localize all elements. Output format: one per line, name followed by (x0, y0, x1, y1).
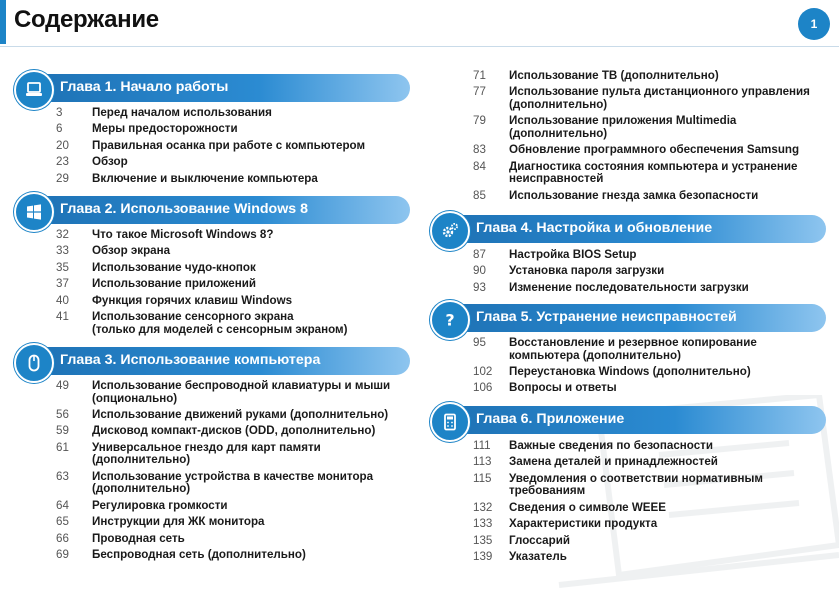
toc-entry[interactable] (473, 366, 833, 379)
toc-entry[interactable] (56, 262, 416, 275)
toc-entry[interactable] (56, 533, 416, 546)
chapter-title: Глава 2. Использование Windows 8 (60, 201, 308, 217)
entry-title: Использование ТВ (дополнительно) (509, 69, 719, 82)
toc-entry[interactable] (473, 551, 833, 564)
toc-entry[interactable] (473, 337, 833, 362)
entry-title: Замена деталей и принадлежностей (509, 455, 718, 469)
entry-page-number: 3 (56, 106, 63, 119)
entry-page-number: 79 (473, 114, 486, 128)
toc-entry[interactable] (56, 549, 416, 562)
toc-entry[interactable] (56, 123, 416, 136)
chapter-header-1[interactable] (14, 73, 410, 103)
entry-page-number: 87 (473, 248, 486, 261)
entry-title: Настройка BIOS Setup (509, 248, 637, 261)
entry-title: Перед началом использования (92, 106, 272, 119)
entry-title: Обновление программного обеспечения Samsung (509, 143, 800, 157)
entry-title: Беспроводная сеть (дополнительно) (92, 547, 306, 561)
entry-title: Уведомления о соответствии нормативным требованиям (509, 471, 763, 498)
entry-page-number: 59 (56, 424, 69, 438)
entry-page-number: 133 (473, 517, 493, 531)
toc-entry[interactable] (473, 382, 833, 395)
page-title: Содержание (14, 6, 159, 33)
toc-entry[interactable] (473, 265, 833, 278)
toc-entry[interactable] (473, 115, 833, 140)
chapter-header-5[interactable] (430, 303, 826, 333)
toc-entry[interactable] (473, 440, 833, 453)
entry-page-number: 56 (56, 407, 69, 421)
toc-entry[interactable] (473, 518, 833, 531)
entry-title: Характеристики продукта (509, 517, 658, 531)
chapter-3-entries (56, 380, 416, 565)
toc-entry[interactable] (56, 425, 416, 438)
entry-page-number: 132 (473, 500, 493, 514)
chapter-title: Глава 1. Начало работы (60, 79, 229, 95)
toc-entry[interactable] (56, 140, 416, 153)
chapter-title: Глава 3. Использование компьютера (60, 352, 321, 368)
entry-title: Указатель (509, 549, 567, 563)
entry-title: Диагностика состояния компьютера и устранение неисправностей (509, 159, 798, 186)
entry-page-number: 20 (56, 138, 69, 152)
toc-entry[interactable] (56, 409, 416, 422)
title-accent-bar (0, 0, 6, 44)
chapter-1-entries (56, 107, 416, 189)
entry-page-number: 93 (473, 280, 486, 294)
windows-logo-icon (14, 192, 54, 232)
entry-page-number: 33 (56, 244, 69, 258)
entry-title: Использование беспроводной клавиатуры и мыши (опционально) (92, 379, 391, 405)
toc-entry[interactable] (473, 473, 833, 498)
entry-title: Использование приложений (92, 277, 256, 291)
chapter-4-entries (473, 249, 833, 298)
entry-page-number: 83 (473, 143, 486, 157)
gears-icon (430, 211, 470, 251)
toc-entry[interactable] (56, 245, 416, 258)
toc-entry[interactable] (56, 500, 416, 513)
entry-title: Изменение последовательности загрузки (509, 280, 749, 294)
entry-page-number: 32 (56, 228, 69, 241)
entry-page-number: 90 (473, 264, 486, 278)
entry-page-number: 40 (56, 293, 69, 307)
entry-title: Использование пульта дистанционного управления (дополнительно) (509, 85, 810, 111)
toc-entry[interactable] (473, 282, 833, 295)
entry-title: Переустановка Windows (дополнительно) (509, 364, 751, 378)
entry-title: Использование устройства в качестве монитора (дополнительно) (92, 469, 374, 496)
entry-title: Правильная осанка при работе с компьютером (92, 138, 366, 152)
chapter-header-2[interactable] (14, 195, 410, 225)
entry-page-number: 135 (473, 533, 493, 547)
entry-title: Регулировка громкости (92, 498, 228, 512)
toc-entry[interactable] (56, 471, 416, 496)
entry-page-number: 37 (56, 277, 69, 291)
entry-title: Использование приложения Multimedia (дополнительно) (509, 114, 737, 140)
entry-page-number: 35 (56, 260, 69, 274)
entry-page-number: 84 (473, 159, 486, 173)
toc-entry[interactable] (56, 311, 416, 336)
entry-page-number: 106 (473, 381, 493, 395)
entry-page-number: 41 (56, 309, 69, 323)
page-number-badge: 1 (798, 8, 830, 40)
toc-entry[interactable] (56, 295, 416, 308)
entry-title: Сведения о символе WEEE (509, 500, 666, 514)
toc-entry[interactable] (473, 190, 833, 203)
entry-page-number: 63 (56, 469, 69, 483)
entry-page-number: 115 (473, 471, 492, 485)
entry-title: Обзор экрана (92, 244, 171, 258)
entry-page-number: 95 (473, 336, 486, 349)
calculator-icon (430, 402, 470, 442)
entry-page-number: 69 (56, 547, 69, 561)
entry-title: Вопросы и ответы (509, 381, 617, 395)
entry-title: Дисковод компакт-дисков (ODD, дополнительно) (92, 424, 376, 438)
question-mark-icon (430, 300, 470, 340)
entry-title: Что такое Microsoft Windows 8? (92, 228, 274, 241)
entry-title: Универсальное гнездо для карт памяти (дополнительно) (92, 440, 321, 467)
toc-entry[interactable] (473, 535, 833, 548)
entry-page-number: 65 (56, 515, 69, 529)
entry-title: Проводная сеть (92, 531, 185, 545)
chapter-header-4[interactable] (430, 214, 826, 244)
entry-page-number: 23 (56, 155, 69, 169)
toc-entry[interactable] (56, 107, 416, 120)
toc-entry[interactable] (56, 278, 416, 291)
entry-page-number: 6 (56, 122, 63, 136)
toc-entry[interactable] (473, 161, 833, 186)
entry-title: Включение и выключение компьютера (92, 171, 318, 185)
entry-page-number: 64 (56, 498, 69, 512)
toc-entry[interactable] (56, 156, 416, 169)
toc-entry[interactable] (473, 86, 833, 111)
entry-title: Важные сведения по безопасности (509, 439, 713, 452)
chapter-title: Глава 5. Устранение неисправностей (476, 309, 737, 325)
toc-entry[interactable] (56, 442, 416, 467)
toc-entry[interactable] (473, 456, 833, 469)
toc-entry[interactable] (473, 70, 833, 83)
entry-page-number: 111 (473, 439, 491, 452)
chapter-6-entries (473, 440, 833, 567)
toc-entry[interactable] (473, 249, 833, 262)
entry-title: Меры предосторожности (92, 122, 238, 136)
toc-entry[interactable] (56, 516, 416, 529)
svg-text:?: ? (445, 310, 455, 330)
toc-entry[interactable] (56, 229, 416, 242)
chapter-header-6[interactable] (430, 405, 826, 435)
entry-page-number: 77 (473, 85, 486, 99)
toc-entry[interactable] (473, 502, 833, 515)
entry-title: Обзор (92, 155, 128, 169)
entry-page-number: 139 (473, 549, 493, 563)
entry-title: Установка пароля загрузки (509, 264, 665, 278)
toc-entry[interactable] (56, 380, 416, 405)
entry-title: Инструкции для ЖК монитора (92, 515, 265, 529)
entry-page-number: 49 (56, 379, 69, 392)
chapter-2-entries (56, 229, 416, 340)
entry-title: Глоссарий (509, 533, 570, 547)
title-divider (0, 46, 839, 47)
entry-page-number: 66 (56, 531, 69, 545)
chapter-3-continued-entries (473, 70, 833, 206)
entry-title: Использование сенсорного экрана (только для моделей с сенсорным экраном) (92, 309, 348, 336)
entry-page-number: 113 (473, 455, 492, 469)
mouse-icon (14, 343, 54, 383)
entry-title: Использование гнезда замка безопасности (509, 188, 759, 202)
toc-entry[interactable] (56, 173, 416, 186)
entry-page-number: 85 (473, 188, 486, 202)
entry-page-number: 71 (473, 69, 486, 82)
chapter-title: Глава 4. Настройка и обновление (476, 220, 713, 236)
chapter-title: Глава 6. Приложение (476, 411, 625, 427)
chapter-5-entries (473, 337, 833, 399)
entry-title: Использование чудо-кнопок (92, 260, 256, 274)
toc-entry[interactable] (473, 144, 833, 157)
entry-page-number: 61 (56, 440, 69, 454)
entry-title: Использование движений руками (дополнительно) (92, 407, 389, 421)
entry-title: Функция горячих клавиш Windows (92, 293, 293, 307)
chapter-header-3[interactable] (14, 346, 410, 376)
entry-title: Восстановление и резервное копирование компьютера (дополнительно) (509, 336, 757, 362)
laptop-icon (14, 70, 54, 110)
entry-page-number: 102 (473, 364, 493, 378)
entry-page-number: 29 (56, 171, 69, 185)
